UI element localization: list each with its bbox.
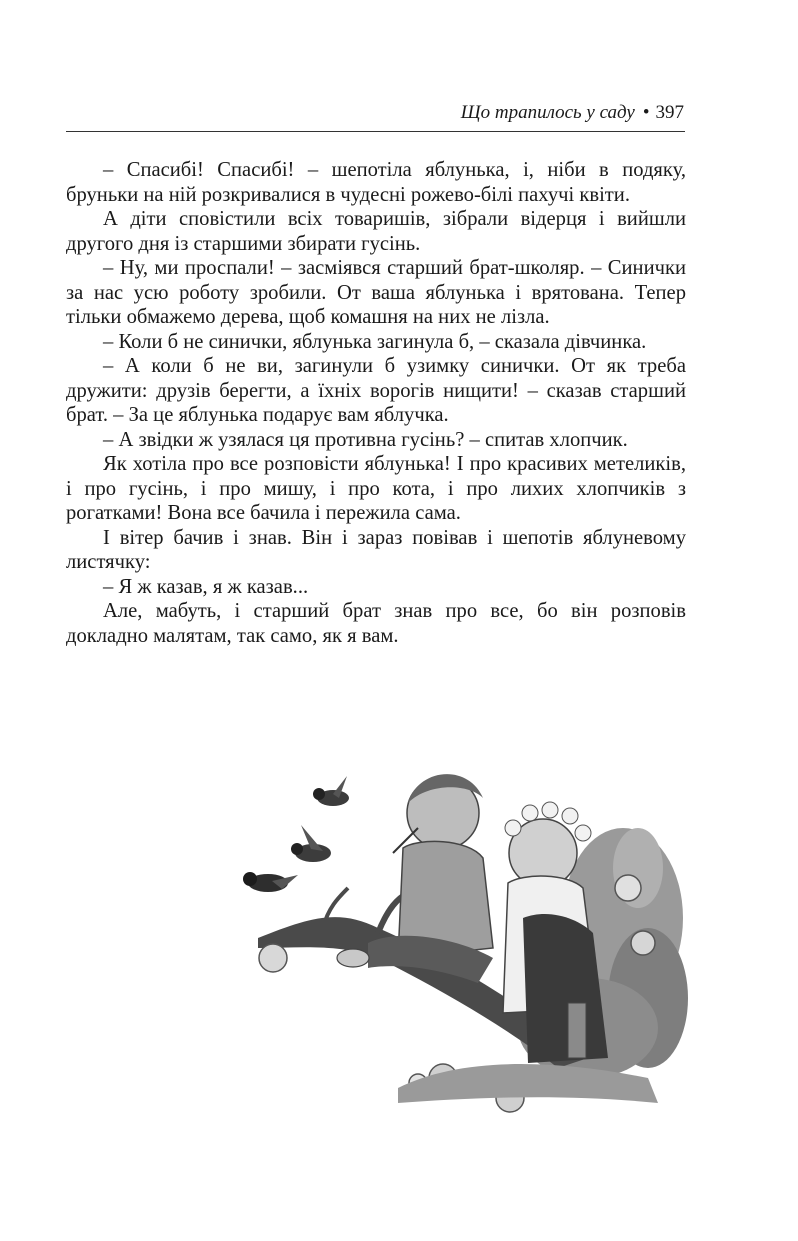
body-text xyxy=(66,158,686,648)
bird-icons xyxy=(243,776,349,892)
paragraph: – Ну, ми проспали! – засміявся старший брат-школяр. – Синички за нас усю роботу зробили. От ваша яблунька і врятована. Тепер тільки обмажемо дерева, щоб комашня на них не лізла. xyxy=(66,257,686,328)
running-head xyxy=(66,100,684,126)
paragraph: – Я ж казав, я ж казав... xyxy=(103,575,309,598)
header-rule xyxy=(66,131,685,132)
paragraph: – Коли б не синички, яблунька загинула б, – сказала дівчинка. xyxy=(103,330,647,353)
paragraph: А діти сповістили всіх товаришів, зібрали відерця і вийшли другого дня із старшими збирати гусінь. xyxy=(66,208,686,255)
paragraph: – А коли б не ви, загинули б узимку синички. От як треба дружити: друзів берегти, а їхніх ворогів нищити! – сказав старший брат. – За це яблунька подарує вам яблучка. xyxy=(66,355,686,426)
paragraph: Як хотіла про все розповісти яблунька! І про красивих метеликів, і про гусінь, і про мишу, і про кота, і про лихих хлопчиків з рогатками! Вона все бачила і пережила сама. xyxy=(66,453,686,524)
paragraph: – А звідки ж узялася ця противна гусінь? – спитав хлопчик. xyxy=(103,428,628,451)
paragraph: Але, мабуть, і старший брат знав про все, бо він розповів докладно малятам, так само, як я вам. xyxy=(66,600,686,647)
illustration-children-on-apple-branch xyxy=(228,758,690,1118)
boy-figure xyxy=(337,774,493,983)
chapter-title: Що трапилось у саду xyxy=(460,102,635,123)
paragraph: – Спасибі! Спасибі! – шепотіла яблунька, і, ніби в подяку, бруньки на ній розкривалися в чудесні рожево-білі пахучі квіти. xyxy=(66,159,686,206)
header-bullet: • xyxy=(642,102,650,123)
page-number: 397 xyxy=(655,102,684,123)
paragraph: І вітер бачив і знав. Він і зараз повівав і шепотів яблуневому листячку: xyxy=(66,526,686,573)
